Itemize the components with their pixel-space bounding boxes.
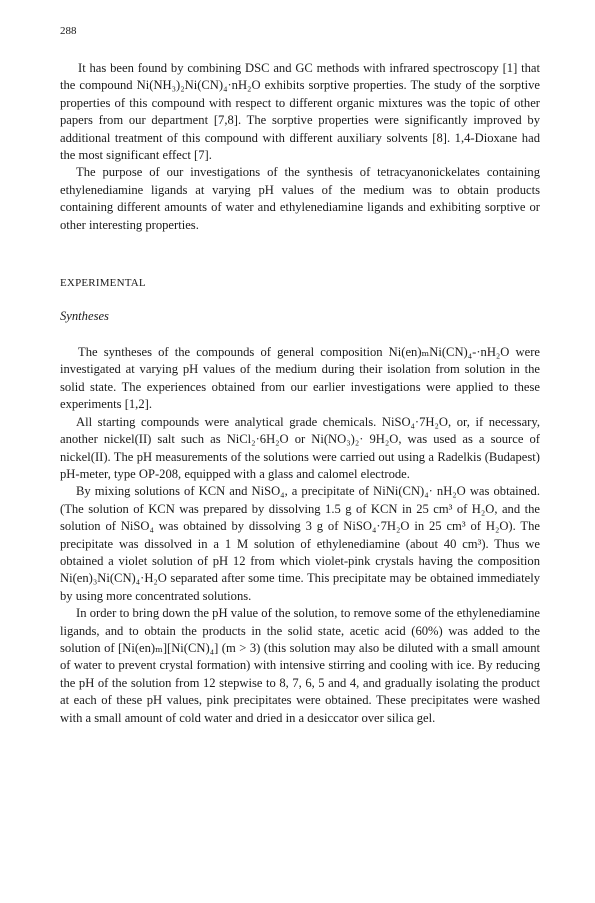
intro-paragraph-2: The purpose of our investigations of the synthesis of tetracyanonickelates containing ethylenediamine ligands at varying pH values of the medium was to obtain products containing different amounts of water and ethylenediamine ligands and exhibiting sorptive or other interesting properties.: [60, 165, 540, 232]
sub-heading: Syntheses: [60, 309, 109, 324]
intro-paragraph-1: It has been found by combining DSC and GC methods with infrared spectroscopy [1] that the compound Ni(NH₃)₂Ni(CN)₄·nH₂O exhibits sorptive properties. The study of the sorptive properties of this compound with respect to different organic mixtures was the topic of other papers from our department [7,8]. The sorptive properties were significantly improved by additional treatment of this compound with different auxiliary solvents [8]. 1,4-Dioxane had the most significant effect [7].: [60, 61, 540, 163]
body-paragraph-1: The syntheses of the compounds of general composition Ni(en)ₘNi(CN)₄-·nH₂O were investigated at varying pH values of the medium during their isolation from solution in the solid state. The experiences obtained from our earlier investigations were applied to these experiments [1,2].: [60, 345, 540, 412]
body-paragraph-4: In order to bring down the pH value of the solution, to remove some of the ethylenediamine ligands, and to obtain the products in the solid state, acetic acid (60%) was added to the solution of [Ni(en)ₘ][Ni(CN)₄] (m > 3) (this solution may also be diluted with a small amount of water to prevent crystal formation) with intensive stirring and cooling with ice. By reducing the pH of the solution from 12 stepwise to 8, 7, 6, 5 and 4, and gradually isolating the product at each of these pH values, pink precipitates were obtained. These precipitates were washed with a small amount of cold water and dried in a desiccator over silica gel.: [60, 606, 540, 725]
section-heading: EXPERIMENTAL: [60, 277, 146, 290]
body-paragraph-3: By mixing solutions of KCN and NiSO₄, a precipitate of NiNi(CN)₄· nH₂O was obtained. (The solution of KCN was prepared by dissolving 1.5 g of KCN in 25 cm³ of H₂O, and the solution of NiSO₄ was obtained by dissolving 3 g of NiSO₄·7H₂O in 25 cm³ of H₂O). The precipitate was dissolved in a 1 M solution of ethylenediamine (about 40 cm³). Thus we obtained a violet solution of pH 12 from which violet-pink crystals having the composition Ni(en)₃Ni(CN)₄·H₂O separated after some time. This precipitate may be obtained immediately by using more concentrated solutions.: [60, 484, 540, 603]
document-page: [60, 24, 540, 727]
body-paragraph-2: All starting compounds were analytical grade chemicals. NiSO₄·7H₂O, or, if necessary, another nickel(II) salt such as NiCl₂·6H₂O or Ni(NO₃)₂· 9H₂O, was used as a source of nickel(II). The pH measurements of the solutions were carried out using a Radelkis (Budapest) pH-meter, type OP-208, equipped with a glass and calomel electrode.: [60, 414, 540, 481]
page-number: 288: [60, 25, 77, 37]
